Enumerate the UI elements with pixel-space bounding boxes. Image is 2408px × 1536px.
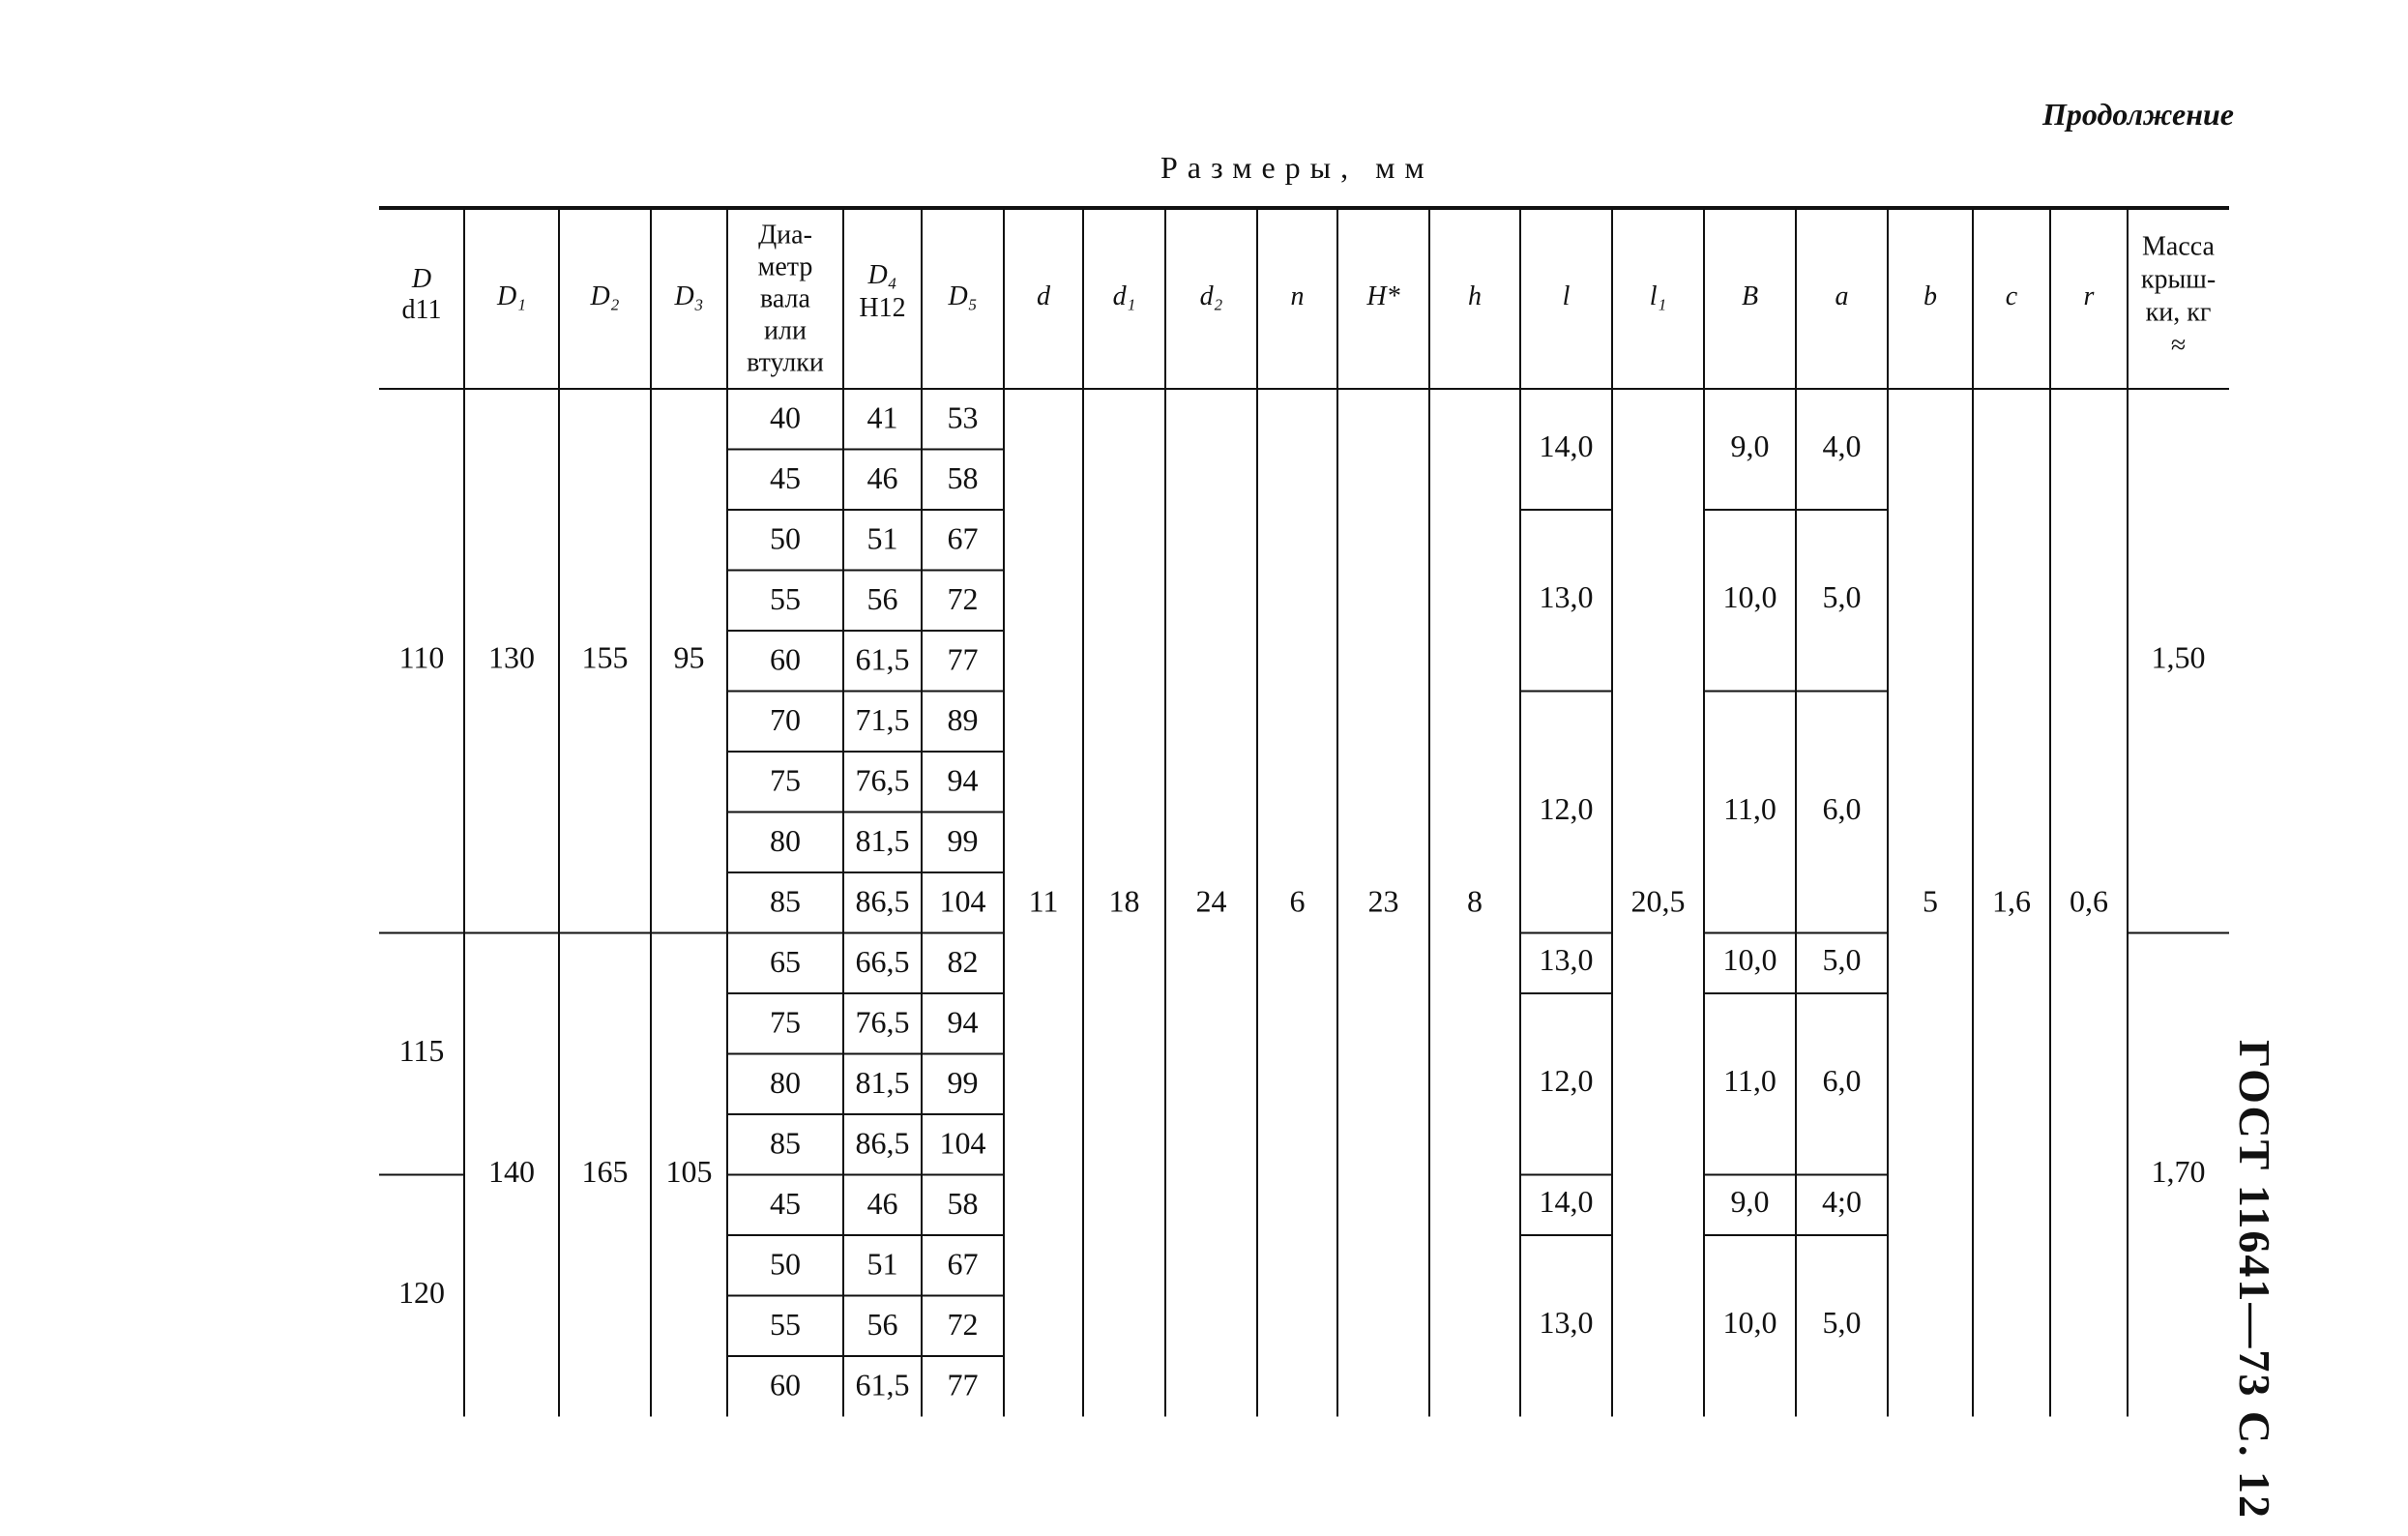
cell-shaft: 50: [770, 520, 801, 556]
cell-D5: 53: [947, 399, 979, 435]
cell-D: 120: [398, 1274, 445, 1310]
header-D2: D₂: [590, 281, 620, 311]
cell-D5: 99: [947, 1065, 979, 1101]
cell-b: 5: [1923, 883, 1938, 919]
cell-l: 13,0: [1539, 942, 1594, 978]
cell-h: 8: [1467, 883, 1483, 919]
cell-D4: 81,5: [855, 1065, 910, 1101]
cell-mass: 1,50: [2151, 639, 2206, 675]
cell-shaft: 60: [770, 1367, 801, 1403]
cell-shaft: 50: [770, 1246, 801, 1282]
cell-l: 13,0: [1539, 1305, 1594, 1341]
cell-D3: 95: [673, 639, 705, 675]
cell-D4: 81,5: [855, 823, 910, 859]
cell-D4: 46: [866, 460, 898, 496]
cell-shaft: 80: [770, 1065, 801, 1101]
cell-D5: 77: [947, 1367, 979, 1403]
cell-shaft: 65: [770, 944, 801, 980]
header-D3: D₃: [674, 281, 704, 311]
cell-D: 115: [398, 1032, 445, 1068]
cell-shaft: 60: [770, 641, 801, 677]
cell-a: 5,0: [1822, 942, 1862, 978]
header-h: h: [1468, 281, 1482, 311]
cell-a: 5,0: [1822, 579, 1862, 615]
cell-D4: 51: [866, 1246, 898, 1282]
header-mass: ки, кг: [2145, 297, 2212, 328]
cell-a: 6,0: [1822, 1063, 1862, 1099]
cell-D4: 56: [866, 1307, 898, 1343]
header-n: n: [1290, 281, 1305, 311]
header-D-sub: d11: [401, 294, 442, 325]
cell-D1: 130: [488, 639, 535, 675]
cell-c: 1,6: [1992, 883, 2031, 919]
cell-shaft: 85: [770, 883, 801, 919]
cell-B: 11,0: [1723, 790, 1777, 826]
cell-D5: 94: [947, 762, 979, 798]
cell-D5: 72: [947, 581, 979, 617]
header-d1: d₁: [1112, 281, 1136, 311]
cell-D5: 89: [947, 702, 979, 738]
cell-D2: 155: [581, 639, 629, 675]
cell-shaft: 75: [770, 762, 801, 798]
cell-d1: 18: [1108, 883, 1140, 919]
cell-D4: 51: [866, 520, 898, 556]
cell-D1: 140: [488, 1153, 535, 1189]
cell-shaft: 75: [770, 1004, 801, 1040]
cell-D3: 105: [665, 1153, 713, 1189]
cell-d2: 24: [1195, 883, 1227, 919]
cell-mass: 1,70: [2151, 1153, 2206, 1189]
cell-D2: 165: [581, 1153, 629, 1189]
header-shaft-diameter: или: [764, 315, 807, 346]
cell-shaft: 85: [770, 1125, 801, 1161]
header-d: d: [1037, 281, 1050, 311]
cell-D4: 46: [866, 1186, 898, 1222]
header-c: c: [2005, 281, 2018, 311]
cell-B: 10,0: [1722, 1305, 1777, 1341]
cell-B: 9,0: [1730, 1184, 1770, 1220]
cell-D4: 86,5: [855, 1125, 910, 1161]
table-title: Размеры, мм: [1160, 150, 1434, 185]
cell-D5: 104: [939, 1125, 986, 1161]
cell-B: 11,0: [1723, 1063, 1777, 1099]
cell-l: 13,0: [1539, 579, 1594, 615]
cell-shaft: 45: [770, 460, 801, 496]
cell-d: 11: [1028, 883, 1059, 919]
cell-shaft: 55: [770, 581, 801, 617]
header-b: b: [1923, 281, 1937, 311]
cell-l: 12,0: [1539, 1063, 1594, 1099]
header-D4: D₄: [867, 259, 897, 290]
cell-D4: 41: [866, 399, 898, 435]
cell-D5: 67: [947, 1246, 979, 1282]
cell-l: 14,0: [1539, 1184, 1594, 1220]
cell-B: 10,0: [1722, 942, 1777, 978]
cell-D5: 67: [947, 520, 979, 556]
cell-l: 14,0: [1539, 428, 1594, 463]
cell-D4: 61,5: [855, 641, 910, 677]
standard-page-code: ГОСТ 11641—73 С. 12: [2230, 1040, 2279, 1521]
cell-D4: 76,5: [855, 762, 910, 798]
cell-D4: 86,5: [855, 883, 910, 919]
cell-D5: 58: [947, 460, 979, 496]
cell-shaft: 55: [770, 1307, 801, 1343]
cell-D4: 56: [866, 581, 898, 617]
header-D: D: [411, 263, 432, 294]
header-shaft-diameter: метр: [757, 251, 813, 282]
header-shaft-diameter: вала: [760, 283, 810, 314]
cell-B: 9,0: [1730, 428, 1770, 463]
header-D4-sub: H12: [859, 292, 906, 323]
header-shaft-diameter: Диа-: [758, 220, 812, 251]
header-l: l: [1562, 281, 1571, 311]
cell-shaft: 80: [770, 823, 801, 859]
cell-shaft: 70: [770, 702, 801, 738]
header-B: B: [1741, 281, 1759, 311]
header-D1: D₁: [497, 281, 526, 311]
cell-D5: 58: [947, 1186, 979, 1222]
cell-l: 12,0: [1539, 790, 1594, 826]
header-mass: Масса: [2142, 231, 2215, 262]
cell-D4: 76,5: [855, 1004, 910, 1040]
cell-a: 5,0: [1822, 1305, 1862, 1341]
cell-D5: 77: [947, 641, 979, 677]
continuation-label: Продолжение: [2042, 97, 2234, 132]
cell-a: 6,0: [1822, 790, 1862, 826]
header-D5: D₅: [948, 281, 978, 311]
cell-a: 4;0: [1822, 1184, 1862, 1220]
cell-D5: 94: [947, 1004, 979, 1040]
cell-H: 23: [1367, 883, 1399, 919]
cell-a: 4,0: [1822, 428, 1862, 463]
cell-r: 0,6: [2070, 883, 2108, 919]
header-l1: l₁: [1649, 281, 1667, 311]
header-r: r: [2083, 281, 2095, 311]
cell-D4: 61,5: [855, 1367, 910, 1403]
header-mass: крыш-: [2140, 264, 2217, 295]
header-H: H*: [1366, 281, 1400, 311]
cell-l1: 20,5: [1630, 883, 1686, 919]
cell-D4: 66,5: [855, 944, 910, 980]
cell-B: 10,0: [1722, 579, 1777, 615]
cell-n: 6: [1289, 883, 1306, 919]
header-d2: d₂: [1199, 281, 1223, 311]
cell-D: 110: [398, 639, 445, 675]
cell-D4: 71,5: [855, 702, 910, 738]
cell-shaft: 45: [770, 1186, 801, 1222]
cell-D5: 99: [947, 823, 979, 859]
cell-D5: 82: [947, 944, 979, 980]
cell-D5: 104: [939, 883, 986, 919]
header-a: a: [1835, 281, 1849, 311]
cell-shaft: 40: [770, 399, 801, 435]
cell-D5: 72: [947, 1307, 979, 1343]
header-mass: ≈: [2170, 330, 2187, 361]
header-shaft-diameter: втулки: [747, 347, 824, 378]
